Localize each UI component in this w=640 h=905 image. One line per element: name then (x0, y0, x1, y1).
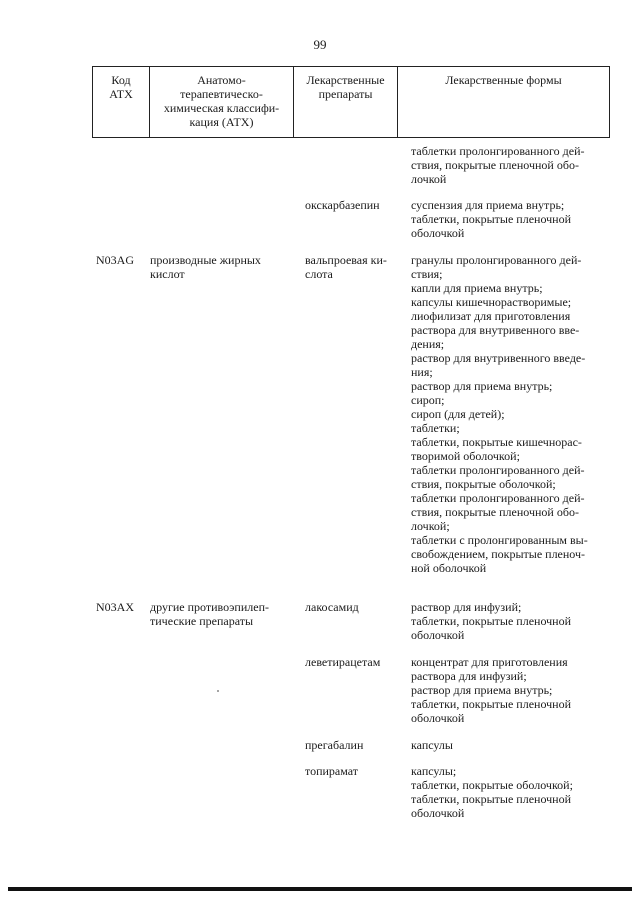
table-header (92, 66, 610, 138)
header-drugs-label: Лекарственные препараты (306, 73, 385, 101)
drug-cell: окскарбазепин (305, 198, 380, 212)
drug-cell: вальпроевая ки- слота (305, 253, 387, 281)
header-classification-label: Анатомо- терапевтическо- химическая классифи- кация (АТХ) (163, 73, 280, 129)
forms-cell: капсулы (411, 738, 453, 752)
header-forms (397, 67, 609, 137)
atc-code-cell: N03AG (96, 253, 134, 267)
header-classification (149, 67, 293, 137)
footer-rule (8, 887, 632, 891)
header-code-label: Код АТХ (109, 73, 133, 101)
classification-cell: производные жирных кислот (150, 253, 261, 281)
forms-cell: таблетки пролонгированного дей- ствия, покрытые пленочной обо- лочкой (411, 144, 585, 186)
forms-cell: гранулы пролонгированного дей- ствия; капли для приема внутрь; капсулы кишечнорастворимые; лиофилизат для приготовления раствора для внутривенного вве- дения; раствор для внутривенного введе- ния; раствор для приема внутрь; сироп; сироп (для детей); таблетки; таблетки, покрытые кишечнорас- творимой оболочкой; таблетки пролонгированного дей- ствия, покрытые оболочкой; таблетки пролонгированного дей- ствия, покрытые пленочной обо- лочкой; таблетки с пролонгированным вы- свобождением, покрытые пленоч- ной оболочкой (411, 253, 588, 575)
drug-cell: топирамат (305, 764, 359, 778)
drug-cell: леветирацетам (305, 655, 381, 669)
page-number: 99 (313, 37, 327, 52)
forms-cell: суспензия для приема внутрь; таблетки, покрытые пленочной оболочкой (411, 198, 572, 240)
atc-code-cell: N03AX (96, 600, 134, 614)
header-code (93, 67, 149, 137)
drug-cell: прегабалин (305, 738, 364, 752)
scan-speck (217, 690, 219, 692)
forms-cell: раствор для инфузий; таблетки, покрытые пленочной оболочкой (411, 600, 572, 642)
drug-cell: лакосамид (305, 600, 359, 614)
header-drugs (293, 67, 397, 137)
classification-cell: другие противоэпилеп- тические препараты (150, 600, 270, 628)
header-forms-label: Лекарственные формы (445, 73, 562, 87)
forms-cell: капсулы; таблетки, покрытые оболочкой; таблетки, покрытые пленочной оболочкой (411, 764, 573, 820)
forms-cell: концентрат для приготовления раствора для инфузий; раствор для приема внутрь; таблетки, покрытые пленочной оболочкой (411, 655, 572, 725)
